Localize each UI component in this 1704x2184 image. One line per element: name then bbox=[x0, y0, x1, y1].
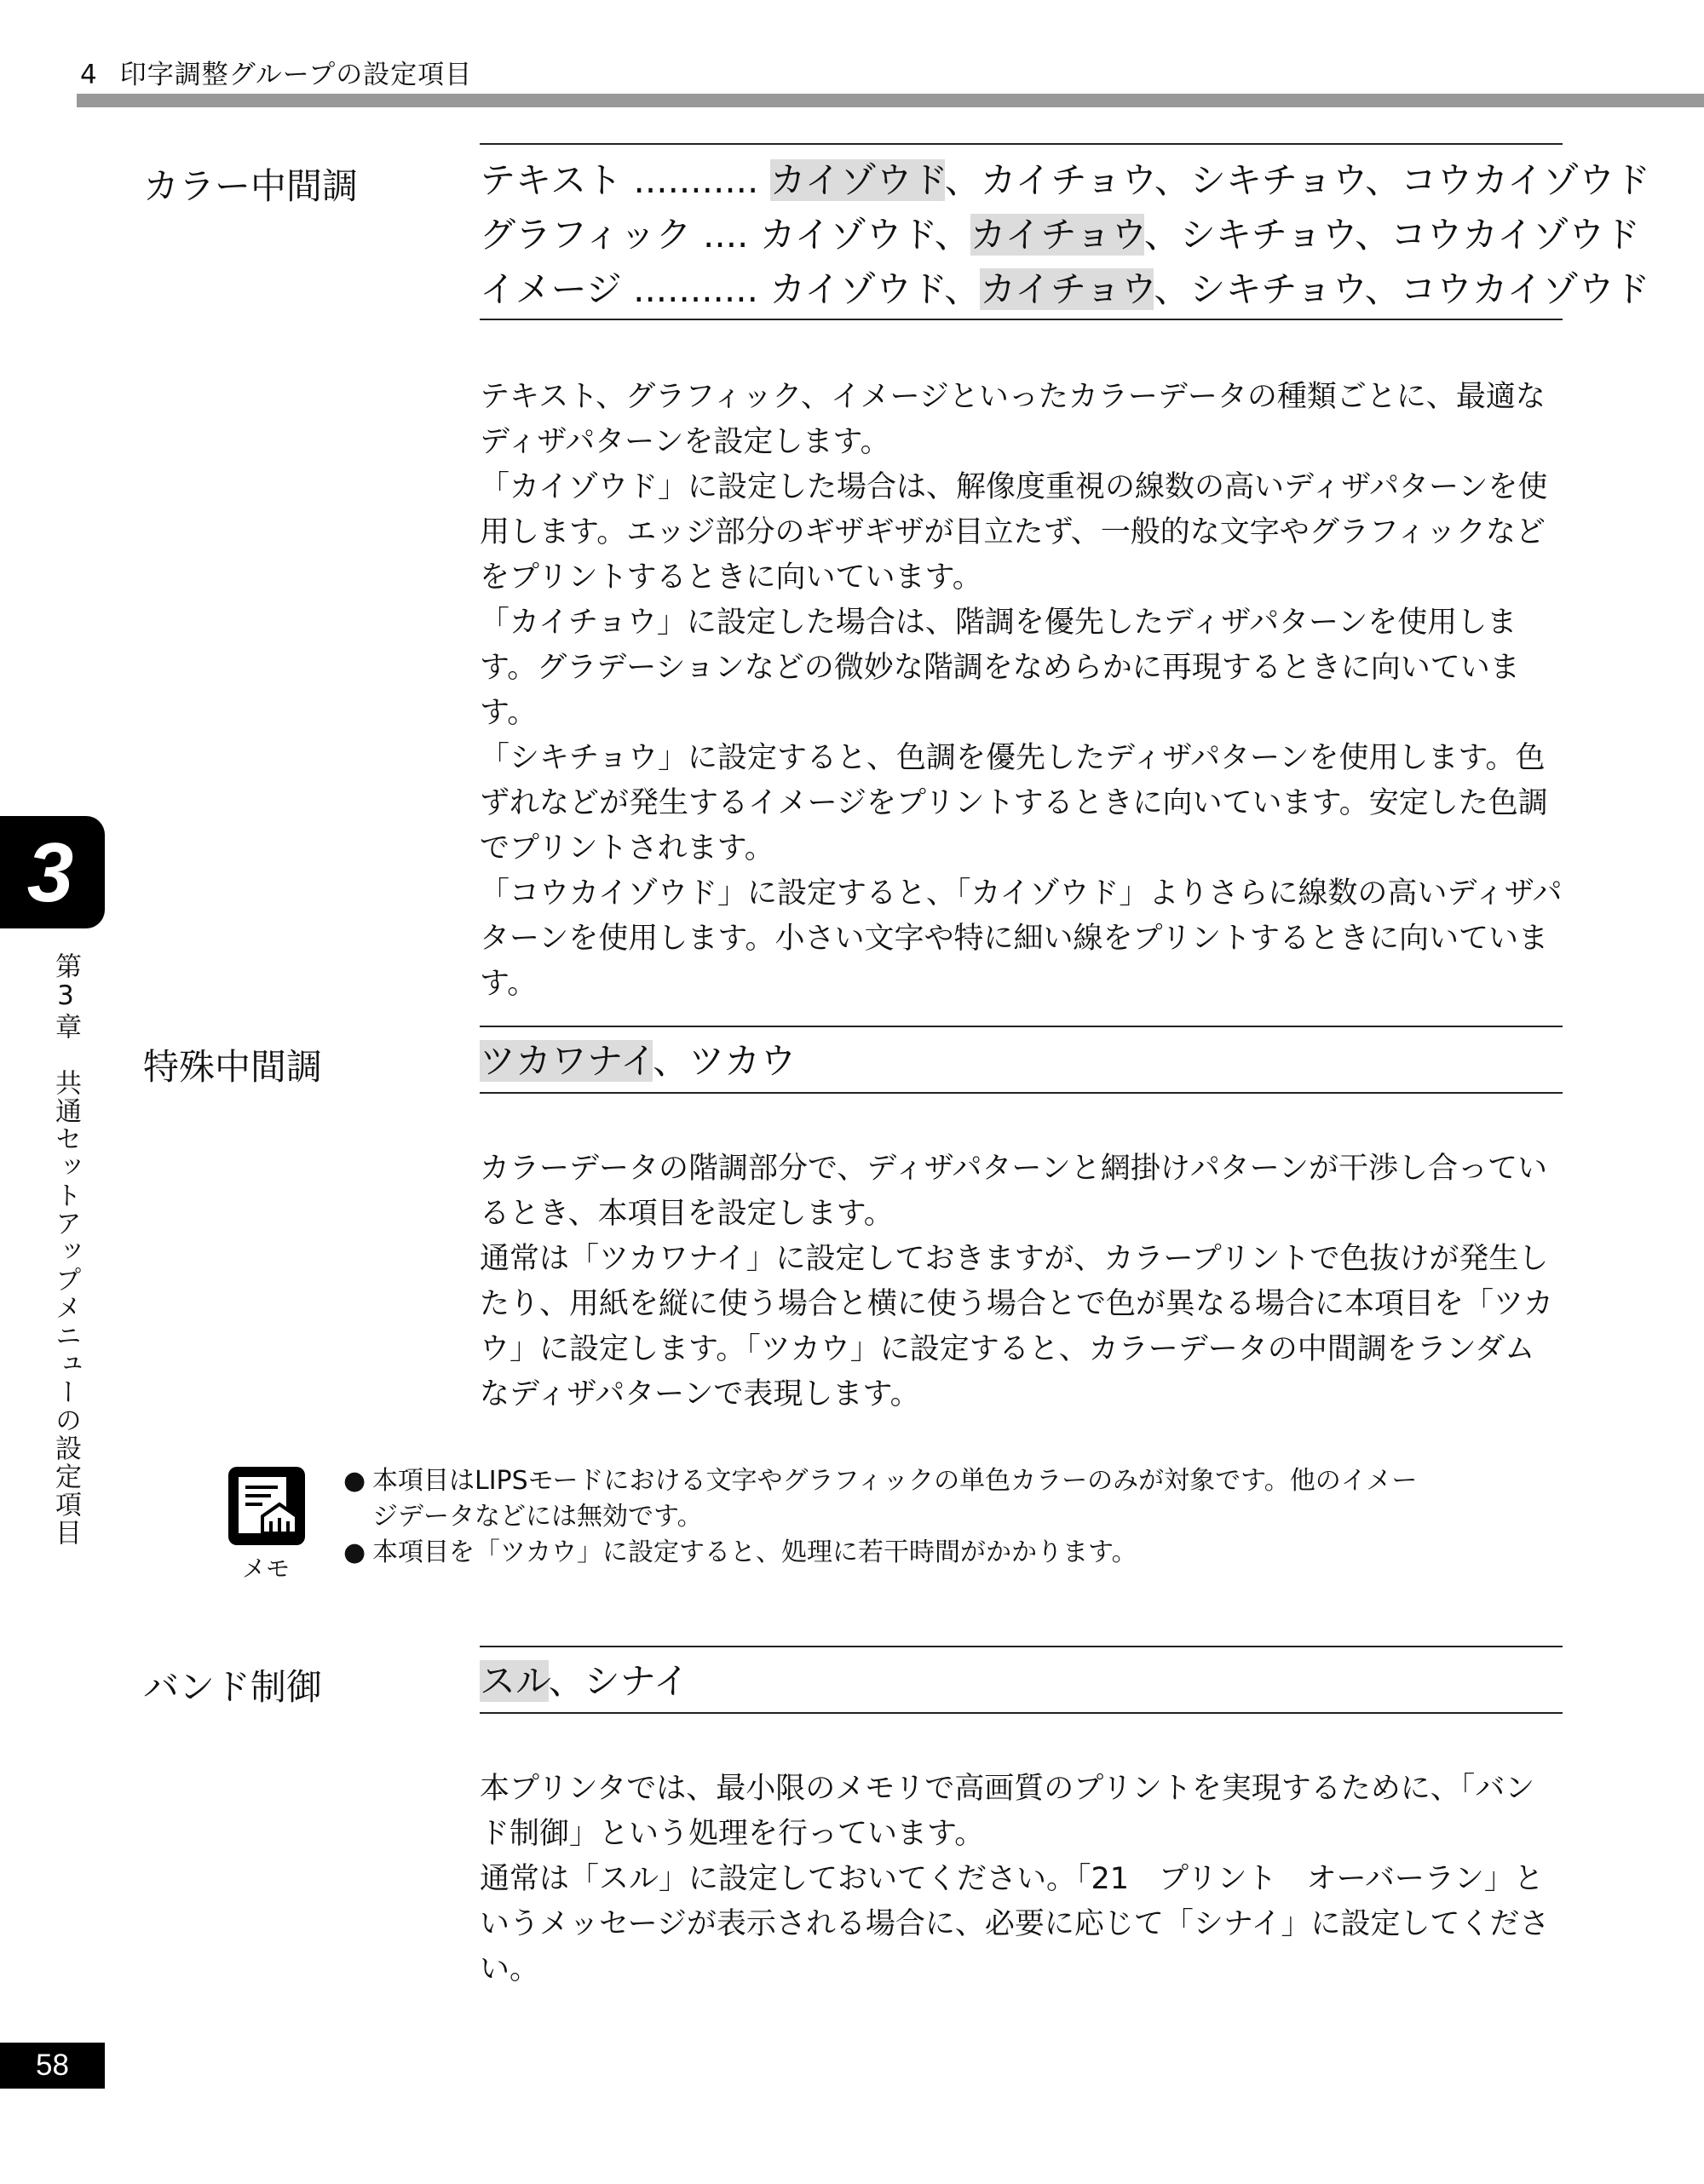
description-paragraph: 「コウカイゾウド」に設定すると、「カイゾウド」よりさらに線数の高いディザパターンを使用します。小さい文字や特に細い線をプリントするときに向いています。 bbox=[480, 876, 1563, 1001]
section-top-rule bbox=[480, 143, 1563, 145]
section-title: カラー中間調 bbox=[143, 165, 359, 207]
option-row bbox=[480, 1654, 1563, 1709]
memo-item-text: 本項目はLIPSモードにおける文字やグラフィックの単色カラーのみが対象です。他のイメージデータなどには無効です。 bbox=[372, 1466, 1418, 1532]
description-paragraph: 通常は「ツカワナイ」に設定しておきますが、カラープリントで色抜けが発生したり、用紙を縦に使う場合と横に使う場合とで色が異なる場合に本項目を「ツカウ」に設定します。「ツカウ」に設定すると、カラーデータの中間調をランダムなディザパターンで表現します。 bbox=[480, 1242, 1554, 1411]
bullet: ● bbox=[343, 1537, 366, 1567]
option-leader: .... bbox=[691, 214, 760, 256]
section-title: 特殊中間調 bbox=[143, 1046, 323, 1088]
description-paragraph: カラーデータの階調部分で、ディザパターンと網掛けパターンが干渉し合っているとき、本項目を設定します。 bbox=[480, 1152, 1548, 1231]
memo-item bbox=[343, 1535, 1419, 1571]
option-leader: ........... bbox=[621, 268, 770, 310]
option-label: イメージ bbox=[480, 268, 622, 310]
memo-list bbox=[343, 1463, 1419, 1571]
option-selected-value: カイゾウド bbox=[769, 159, 945, 201]
option-label: グラフィック bbox=[480, 214, 692, 256]
chapter-tab bbox=[0, 816, 105, 928]
option-list bbox=[480, 1034, 1563, 1089]
memo-item-text: 本項目を「ツカウ」に設定すると、処理に若干時間がかかります。 bbox=[372, 1537, 1137, 1567]
option-selected-value: ツカワナイ bbox=[480, 1040, 653, 1082]
options-bottom-rule bbox=[480, 319, 1563, 320]
option-other-values: 、シナイ bbox=[548, 1660, 689, 1702]
option-other-values: 、シキチョウ、コウカイゾウド bbox=[1154, 268, 1650, 310]
description-paragraph: 「カイゾウド」に設定した場合は、解像度重視の線数の高いディザパターンを使用します。エッジ部分のギザギザが目立たず、一般的な文字やグラフィックなどをプリントするときに向いています。 bbox=[480, 470, 1548, 595]
section-title: バンド制御 bbox=[143, 1666, 323, 1708]
running-head-chapter-number: 4 bbox=[80, 60, 98, 90]
option-other-values: 、シキチョウ、コウカイゾウド bbox=[1143, 214, 1640, 256]
memo-icon bbox=[228, 1467, 305, 1545]
option-row-image bbox=[480, 262, 1650, 317]
options-bottom-rule bbox=[480, 1092, 1563, 1094]
section-top-rule bbox=[480, 1646, 1563, 1647]
chapter-vertical-title: 第3章 共通セットアップメニューの設定項目 bbox=[50, 952, 81, 1547]
option-selected-value: カイチョウ bbox=[980, 268, 1154, 310]
memo-block bbox=[228, 1467, 305, 1583]
option-preceding-value: カイゾウド、 bbox=[769, 268, 981, 310]
memo-item bbox=[343, 1463, 1419, 1535]
option-other-values: 、カイチョウ、シキチョウ、コウカイゾウド bbox=[944, 159, 1650, 201]
description bbox=[480, 375, 1563, 1007]
memo-label: メモ bbox=[241, 1555, 290, 1583]
option-selected-value: スル bbox=[480, 1660, 549, 1702]
options-bottom-rule bbox=[480, 1712, 1563, 1714]
description-paragraph: 本プリンタでは、最小限のメモリで高画質のプリントを実現するために、「バンド制御」という処理を行っています。 bbox=[480, 1772, 1535, 1851]
chapter-tab-number: 3 bbox=[26, 825, 74, 919]
option-label: テキスト bbox=[480, 159, 623, 201]
option-selected-value: カイチョウ bbox=[970, 214, 1144, 256]
description bbox=[480, 1147, 1563, 1417]
description-paragraph: 「シキチョウ」に設定すると、色調を優先したディザパターンを使用します。色ずれなどが発生するイメージをプリントするときに向いています。安定した色調でプリントされます。 bbox=[480, 741, 1548, 865]
running-head-title: 印字調整グループの設定項目 bbox=[119, 60, 473, 90]
running-head bbox=[80, 53, 472, 91]
option-list bbox=[480, 153, 1650, 317]
description bbox=[480, 1767, 1563, 1992]
option-other-values: 、ツカウ bbox=[653, 1040, 797, 1082]
option-row-text bbox=[480, 153, 1650, 208]
option-preceding-value: カイゾウド、 bbox=[759, 214, 970, 256]
bullet: ● bbox=[343, 1466, 366, 1496]
option-row-graphics bbox=[480, 208, 1640, 262]
header-rule bbox=[77, 94, 1704, 107]
page-number: 58 bbox=[0, 2043, 105, 2089]
option-leader: ........... bbox=[622, 159, 770, 201]
description-paragraph: テキスト、グラフィック、イメージといったカラーデータの種類ごとに、最適なディザパターンを設定します。 bbox=[480, 380, 1546, 459]
option-list bbox=[480, 1654, 1563, 1709]
description-paragraph: 通常は「スル」に設定しておいてください。「21 プリント オーバーラン」というメッセージが表示される場合に、必要に応じて「シナイ」に設定してください。 bbox=[480, 1862, 1550, 1986]
option-row bbox=[480, 1034, 1563, 1089]
description-paragraph: 「カイチョウ」に設定した場合は、階調を優先したディザパターンを使用します。グラデーションなどの微妙な階調をなめらかに再現するときに向いています。 bbox=[480, 606, 1520, 730]
section-top-rule bbox=[480, 1026, 1563, 1027]
